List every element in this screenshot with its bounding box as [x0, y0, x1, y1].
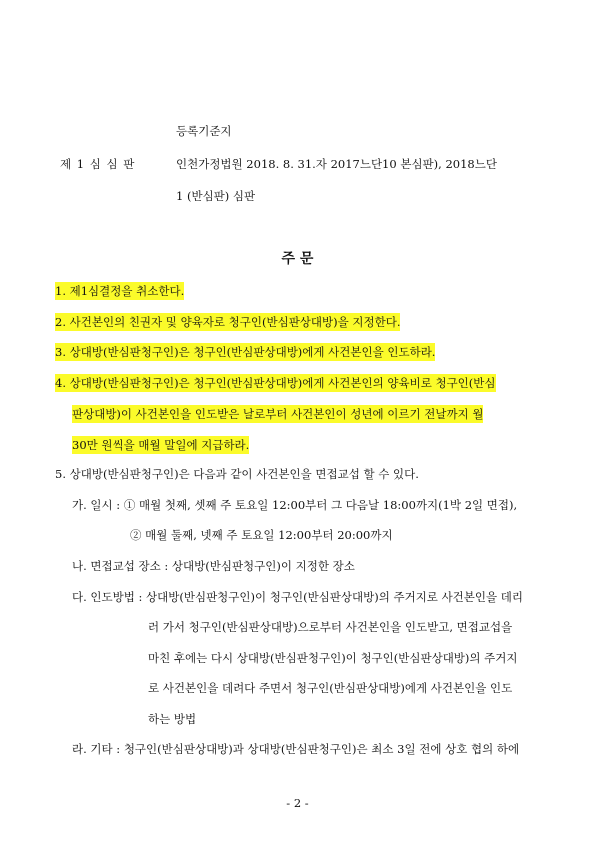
- delivery-method-line5: 하는 방법: [148, 712, 197, 726]
- order-item-2: 2. 사건본인의 친권자 및 양육자로 청구인(반심판상대방)을 지정한다.: [55, 315, 401, 329]
- order-item-1: 1. 제1심결정을 취소한다.: [55, 284, 185, 298]
- first-trial-label: 제 1 심 심 판: [60, 157, 136, 171]
- order-item-4-line2: 판상대방)이 사건본인을 인도받은 날로부터 사건본인이 성년에 이르기 전날까지 월: [72, 407, 484, 421]
- delivery-method-line2: 러 가서 청구인(반심판상대방)으로부터 사건본인을 인도받고, 면접교섭을: [148, 620, 513, 634]
- first-trial-court-line: 인천가정법원 2018. 8. 31.자 2017느단10 본심판), 2018느단: [176, 157, 497, 171]
- order-item-4-line1: 4. 상대방(반심판청구인)은 청구인(반심판상대방)에게 사건본인의 양육비로 청구인(반심: [55, 376, 496, 390]
- delivery-method-line3: 마친 후에는 다시 상대방(반심판청구인)이 청구인(반심판상대방)의 주거지: [148, 651, 518, 665]
- visitation-time-line1: 가. 일시 : ① 매월 첫째, 셋째 주 토요일 12:00부터 그 다음날 18:00까지(1박 2일 면접),: [72, 498, 518, 512]
- first-trial-case-line: 1 (반심판) 심판: [176, 189, 256, 203]
- order-title: 주 문: [281, 251, 314, 267]
- order-item-5: 5. 상대방(반심판청구인)은 다음과 같이 사건본인을 면접교섭 할 수 있다.: [55, 467, 419, 481]
- order-item-4-line3: 30만 원씩을 매월 말일에 지급하라.: [72, 438, 250, 452]
- page-number: - 2 -: [286, 796, 309, 810]
- visitation-place: 나. 면접교섭 장소 : 상대방(반심판청구인)이 지정한 장소: [72, 559, 355, 573]
- order-item-3: 3. 상대방(반심판청구인)은 청구인(반심판상대방)에게 사건본인을 인도하라.: [55, 345, 436, 359]
- other-terms-line1: 라. 기타 : 청구인(반심판상대방)과 상대방(반심판청구인)은 최소 3일 전에 상호 협의 하에: [72, 742, 520, 756]
- visitation-time-line2: ② 매월 둘째, 넷째 주 토요일 12:00부터 20:00까지: [130, 528, 393, 542]
- registration-base-label: 등록기준지: [176, 124, 232, 138]
- delivery-method-line4: 로 사건본인을 데려다 주면서 청구인(반심판상대방)에게 사건본인을 인도: [148, 681, 513, 695]
- delivery-method-line1: 다. 인도방법 : 상대방(반심판청구인)이 청구인(반심판상대방)의 주거지로 사건본인을 데리: [72, 590, 523, 604]
